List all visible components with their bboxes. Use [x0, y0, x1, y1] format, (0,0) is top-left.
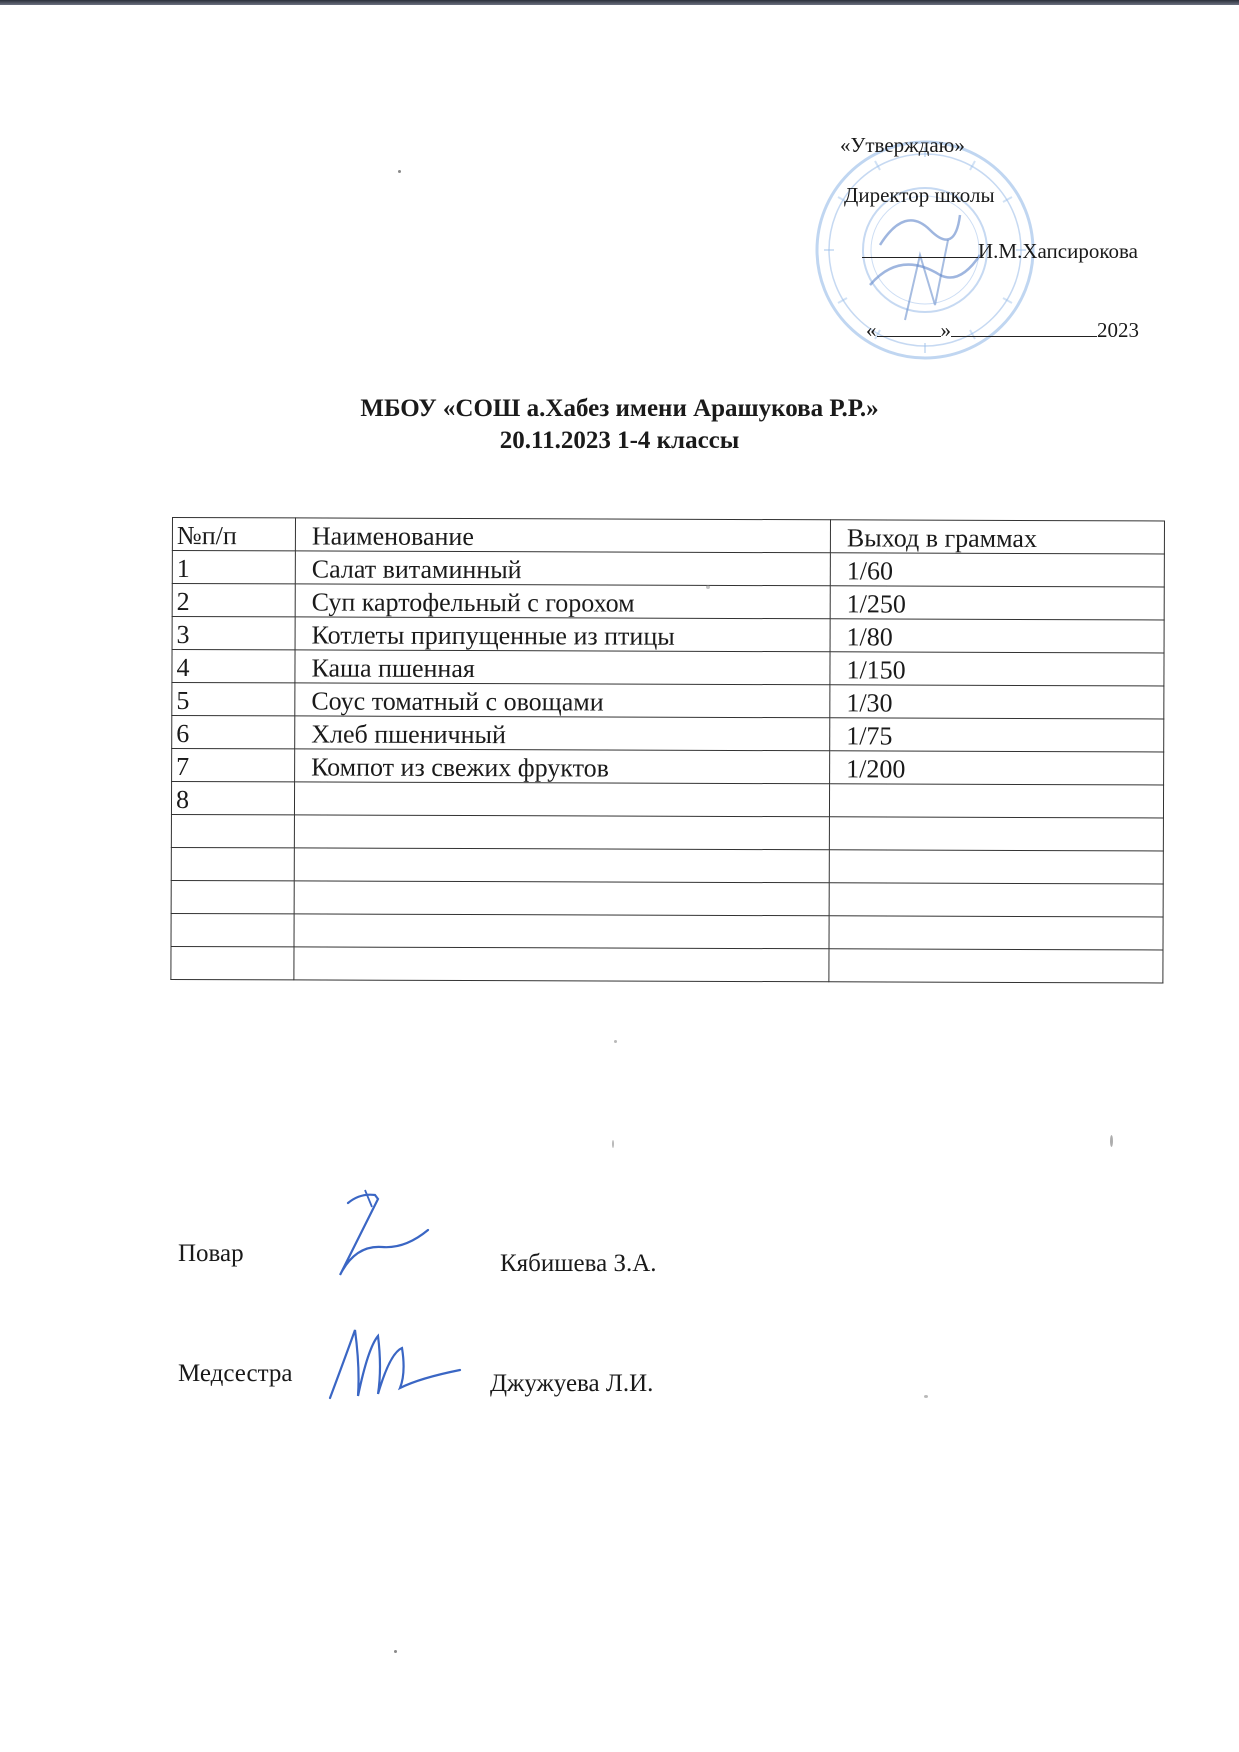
cell-output: 1/150 [830, 652, 1164, 686]
table-row [172, 650, 1164, 686]
director-label: Директор школы [844, 183, 995, 207]
cell-output [829, 916, 1163, 950]
cell-name: Соус томатный с овощами [295, 683, 830, 718]
menu-table [170, 517, 1165, 983]
cell-number: 1 [172, 551, 295, 584]
scan-top-edge [0, 0, 1239, 5]
cell-output [829, 949, 1163, 983]
cell-number: 8 [171, 782, 294, 815]
cell-name: Хлеб пшеничный [295, 716, 830, 751]
date-open-quote: « [866, 318, 877, 342]
table-row [171, 880, 1163, 916]
cell-output: 1/250 [830, 586, 1164, 620]
date-month-blank [951, 318, 1097, 337]
approve-label: «Утверждаю» [840, 133, 965, 157]
nurse-name: Джужуева Л.И. [490, 1370, 654, 1397]
approval-block [790, 125, 1190, 365]
table-row [171, 782, 1163, 818]
cell-output [829, 784, 1163, 818]
date-close-quote: » [940, 318, 951, 342]
date-year: 2023 [1097, 318, 1139, 342]
date-day-blank [877, 318, 941, 337]
cell-name [294, 782, 829, 817]
table-row [171, 847, 1163, 883]
cook-signature-icon [320, 1185, 450, 1290]
cell-output: 1/30 [830, 685, 1164, 719]
cell-name: Компот из свежих фруктов [295, 749, 830, 784]
document-header [0, 393, 1239, 457]
cell-name [294, 815, 829, 850]
cell-number [171, 814, 294, 847]
column-header-name: Наименование [295, 518, 830, 553]
cell-output: 1/200 [830, 751, 1164, 785]
cell-number: 5 [172, 683, 295, 716]
director-signature-blank [862, 239, 978, 258]
nurse-signature-icon [320, 1318, 470, 1408]
cell-number: 6 [172, 716, 295, 749]
nurse-label: Медсестра [178, 1360, 293, 1387]
cell-output [829, 883, 1163, 917]
cell-output: 1/80 [830, 619, 1164, 653]
cook-label: Повар [178, 1240, 244, 1267]
cell-output: 1/75 [830, 718, 1164, 752]
table-row [171, 913, 1163, 949]
table-row [172, 551, 1164, 587]
cell-name: Котлеты припущенные из птицы [295, 617, 830, 652]
cell-name [294, 914, 829, 949]
director-signature-line [862, 239, 1138, 264]
cell-name [294, 848, 829, 883]
cell-name: Суп картофельный с горохом [295, 584, 830, 619]
table-row [171, 946, 1163, 982]
scan-speck [398, 170, 401, 173]
cell-output: 1/60 [830, 553, 1164, 587]
school-name: МБОУ «СОШ а.Хабез имени Арашукова Р.Р.» [360, 395, 879, 422]
cell-name [294, 881, 829, 916]
date-and-grades: 20.11.2023 1-4 классы [499, 427, 740, 454]
table-row [172, 716, 1164, 752]
scan-speck [394, 1650, 397, 1653]
scan-speck [614, 1040, 617, 1043]
table-row [172, 584, 1164, 620]
scan-speck [924, 1395, 928, 1398]
table-header-row [172, 518, 1164, 554]
column-header-number: №п/п [172, 518, 295, 551]
cell-number: 2 [172, 584, 295, 617]
table-row [172, 617, 1164, 653]
cell-name: Каша пшенная [295, 650, 830, 685]
cell-number: 4 [172, 650, 295, 683]
column-header-output: Выход в граммах [830, 520, 1164, 554]
approval-date-line [866, 318, 1139, 343]
table-row [171, 814, 1163, 850]
cell-output [829, 817, 1163, 851]
scan-speck [1110, 1135, 1113, 1147]
cook-name: Кябишева З.А. [500, 1250, 657, 1277]
cell-number [171, 880, 294, 913]
cell-number [171, 847, 294, 880]
director-name: И.М.Хапсирокова [978, 239, 1138, 263]
scan-speck [706, 585, 710, 589]
cell-name: Салат витаминный [295, 551, 830, 586]
cell-number [171, 946, 294, 979]
scan-speck [612, 1140, 614, 1148]
table-row [172, 683, 1164, 719]
cell-number [171, 913, 294, 946]
cell-output [829, 850, 1163, 884]
cell-number: 3 [172, 617, 295, 650]
cell-number: 7 [172, 749, 295, 782]
cell-name [294, 947, 829, 982]
table-row [172, 749, 1164, 785]
